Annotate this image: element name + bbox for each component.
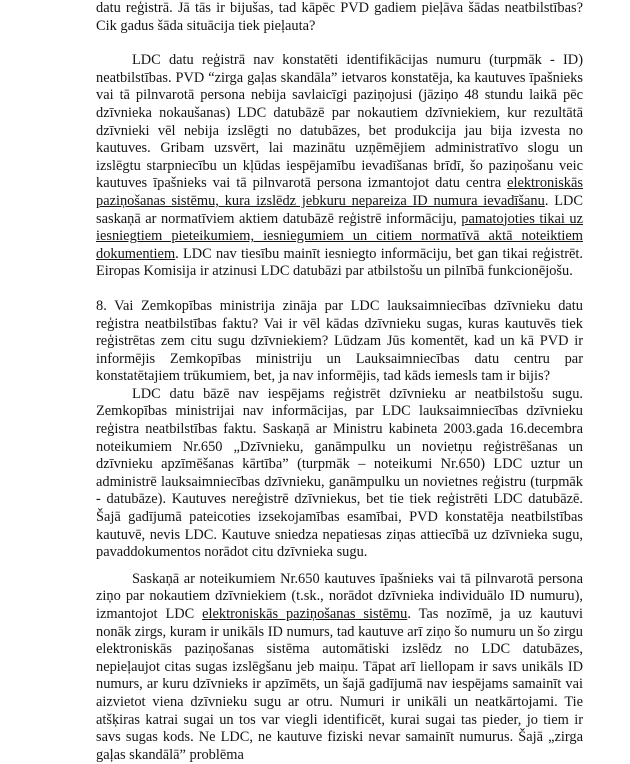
paragraph-answer-7 bbox=[96, 52, 583, 281]
underlined-phrase-notification-system: elektroniskās paziņošanas sistēmu, kura izslēdz jebkuru nepareiza ID numura ievadīšanu bbox=[96, 175, 583, 209]
answer-7-text-end: . LDC nav tiesību mainīt iesniegto informāciju, bet gan tikai reģistrēt. Eiropas Komisija ir atzinusi LDC datubāzi par atbilstošu un pilnībā funkcionējošu. bbox=[96, 245, 583, 280]
document-page bbox=[96, 0, 583, 764]
paragraph-intro: datu reģistrā. Jā tās ir bijušas, tad kāpēc PVD gadiem pieļāva šādas neatbilstības? Cik gadus šāda situācija tiek pieļauta? bbox=[96, 0, 583, 34]
underlined-phrase-electronic-system: elektroniskās paziņošanas sistēmu bbox=[202, 606, 408, 622]
paragraph-gap bbox=[96, 35, 583, 52]
question-8: 8. Vai Zemkopības ministrija zināja par LDC lauksaimniecības dzīvnieku datu reģistra neatbilstības faktu? Vai ir vēl kādas dzīvnieku sugas, kuras kautuvēs tiek reģistrētas zem citu sugu dzīvniekiem? Lūdzam Jūs komentēt, kad un kā PVD ir informējis Zemkopības ministriju un Lauksaimniecības datu centru par konstatētajiem trūkumiem, bet, ja nav informējis, tad kāds iemesls tam ir bijis? bbox=[96, 297, 583, 385]
answer-7-text-start: LDC datu reģistrā nav konstatēti identifikācijas numuru (turpmāk - ID) neatbilstības. PVD “zirga gaļas skandāla” ietvaros konstatēja, ka kautuves īpašnieks vai tā pilnvarotā persona nebija savlaicīgi paziņojusi (jāziņo 48 stundu laikā pēc dzīvnieka nokaušanas) LDC datubāzē par nokautiem dzīvniekiem, kur rezultātā dzīvnieki vēl nebija izslēgti no datubāzes, bet produkcija jau bija izvesta no kautuves. Gribam uzsvērt, lai mazinātu uzņēmējiem administratīvo slogu un izslēgtu starpniecību un kļūdas iespējamību ievadīšanas brīdī, šo paziņošanu veic kautuves īpašnieks vai tā pilnvarotā persona izmantojot datu centra bbox=[96, 52, 583, 192]
answer-8-paragraph-1: LDC datu bāzē nav iespējams reģistrēt dzīvnieku ar neatbilstošu sugu. Zemkopības ministrijai nav informācijas, par LDC lauksaimniecības dzīvnieku reģistra neatbilstības faktu. Saskaņā ar Ministru kabineta 2003.gada 16.decembra noteikumiem Nr.650 „Dzīvnieku, ganāmpulku un novietņu reģistrēšanas un dzīvnieku apzīmēšanas kārtība” (turpmāk – noteikumi Nr.650) LDC uztur un administrē lauksaimniecības dzīvnieku, ganāmpulku un novietnes reģistru (turpmāk - datubāze). Kautuves nereģistrē dzīvniekus, bet tie tiek reģistrēti LDC datubāzē. Šajā gadījumā pateicoties izsekojamības esamībai, PVD konstatēja neatbilstības kautuvē, nevis LDC. Kautuve sniedza nepatiesas ziņas attiecībā uz dzīvnieka sugu, pavaddokumentos norādot citu dzīvnieka sugu. bbox=[96, 385, 583, 561]
paragraph-gap bbox=[96, 281, 583, 298]
answer-8-p2-text-start: Saskaņā ar noteikumiem Nr.650 kautuves īpašnieks vai tā pilnvarotā persona ziņo par nokautiem dzīvniekiem (t.sk., norādot dzīvnieka individuālo ID numuru), izmantojot LDC bbox=[96, 570, 583, 622]
underlined-phrase-submitted-documents: pamatojoties tikai uz iesniegtiem pieteikumiem, iesniegumiem un citiem normatīvā aktā noteiktiem dokumentiem bbox=[96, 210, 583, 262]
answer-7-text-middle: . LDC saskaņā ar normatīviem aktiem datubāzē reģistrē informāciju, bbox=[96, 192, 583, 227]
answer-8-paragraph-2 bbox=[96, 571, 583, 764]
answer-8-p2-text-end: . Tas nozīmē, ja uz kautuvi nonāk zirgs, kuram ir unikāls ID numurs, tad kautuve arī ziņo šo numuru un šo zirgu elektroniskās paziņošanas sistēma automātiski izslēdz no LDC datubāzes, nepieļaujot citas sugas izslēgšanu jeb maiņu. Tāpat arī liellopam ir savs unikāls ID numurs, ar kuru dzīvnieks ir apzīmēts, un šajā gadījumā nav iespējams samainīt vai aizvietot viena dzīvnieku sugu ar otru. Numuri ir unikāli un neatkārtojami. Tie atšķiras katrai sugai un tos var viegli identificēt, kurai sugai tas pieder, jo tiem ir savs sugas kods. Ne LDC, ne kautuve fiziski nevar samainīt numurus. Šajā „zirga gaļas skandālā” problēma bbox=[96, 606, 583, 763]
